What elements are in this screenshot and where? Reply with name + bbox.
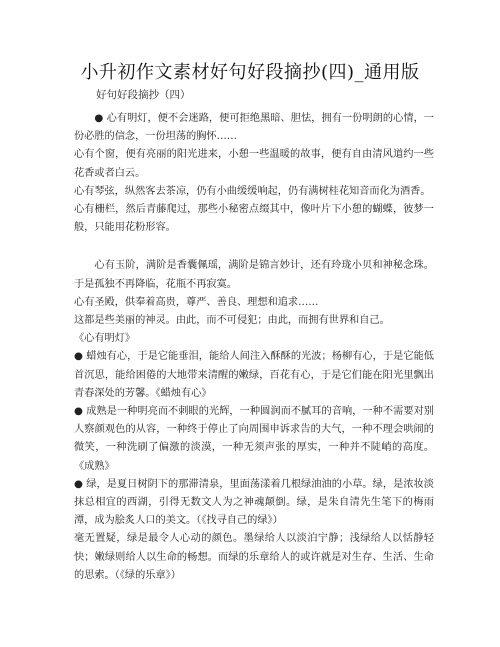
paragraph-heart-window: 心有个窗，便有亮丽的阳光进来，小憩一些温暖的故事，便有自由清风道约一些花香或者白云。 (74, 149, 434, 179)
page-title: 小升初作文素材好句好段摘抄(四)_通用版 (80, 62, 420, 83)
paragraph-heart-temple: 心有圣殿，供奉着高贵，尊严、善良、理想和追求…… (74, 296, 319, 308)
paragraph-candle: ● 蜡烛有心，于是它能垂泪，能给人间注入酥酥的光波；杨柳有心，于是它能低首沉思，能给困倦的大地带来清醒的嫩绿，百花有心，于是它们能在阳光里飘出青春深处的芳馨。《蜡烛有心》 (74, 351, 434, 399)
paragraph-heart-steps: 心有玉阶，满阶是香囊佩瑶，满阶是锦言妙计，还有玲珑小贝和神秘念珠。于是孤独不再降临，花瓶不再寂寞。 (74, 260, 434, 290)
source-heart-lamp: 《心有明灯》 (74, 333, 136, 345)
page-subtitle: 好句好段摘抄（四） (96, 89, 191, 101)
paragraph-green-movement: 毫无置疑，绿是最令人心动的颜色。墨绿给人以淡泊宁静；浅绿给人以恬静轻快；嫩绿则给人以生命的畅想。而绿的乐章给人的或许就是对生存、生活、生命的思索。（《绿的乐章》） (74, 533, 434, 581)
paragraph-heart-strings: 心有琴弦，纵然客去茶凉，仍有小曲缓缓响起，仍有满树桂花知音而化为酒香。 (74, 185, 431, 197)
paragraph-heart-fence: 心有栅栏，然后青藤爬过，那些小秘密点缀其中，像叶片下小憩的蝴蝶，彼梦一般，只能用花粉形容。 (74, 204, 434, 234)
paragraph-maturity: ● 成熟是一种明亮而不刺眼的光辉，一种圆润而不腻耳的音响，一种不需要对别人察颜观色的从容，一种终于停止了向周围申诉求告的大气，一种不理会哄闹的微笑，一种洗刷了偏激的淡漠，一种无须声张的厚实，一种并不陡峭的高度。《成熟》 (74, 406, 434, 472)
document-body (74, 110, 434, 585)
paragraph-heart-lamp: ● 心有明灯，便不会迷路，便可拒绝黑暗、胆怯，拥有一份明朗的心情，一份必胜的信念，一份坦荡的胸怀…… (74, 113, 434, 143)
paragraph-green: ● 绿，是夏日树阴下的那滞清泉，里面荡漾着几根绿油油的小草。绿，是浓妆淡抹总相宜的西湖，引得无数文人为之神魂颠倒。绿，是朱自清先生笔下的梅雨潭，成为脍炙人口的美文。（《找寻自己的绿》） (74, 478, 434, 527)
paragraph-spirits: 这都是些美丽的神灵。由此，而不可侵犯；由此，而拥有世界和自己。 (74, 315, 390, 327)
